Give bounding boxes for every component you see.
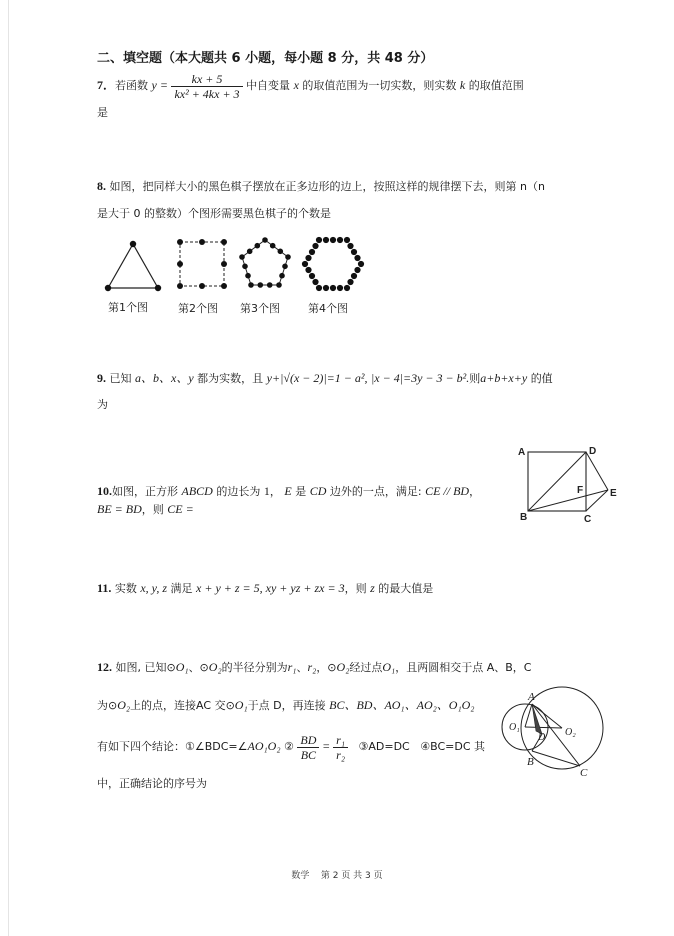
q11-text1: 实数 bbox=[114, 582, 137, 595]
q9-number: 9. bbox=[97, 371, 106, 385]
figure-3-pentagon bbox=[239, 237, 291, 288]
q9-text-c: 则 bbox=[469, 372, 481, 385]
q12-frac1 bbox=[297, 733, 319, 762]
q10-text-b: 的边长为 bbox=[216, 485, 261, 498]
q12-r2: r₂ bbox=[307, 660, 317, 674]
q9-eq2: |x − 4|=3y − 3 − b². bbox=[370, 371, 470, 385]
q8-polygon-figures bbox=[100, 232, 380, 324]
q12-sep: 、 bbox=[296, 661, 308, 674]
q12-o2-b: O₂ bbox=[336, 660, 350, 674]
question-10-line2 bbox=[97, 501, 194, 517]
question-12-line1 bbox=[97, 659, 531, 675]
q12-o2-c: O₂ bbox=[117, 698, 131, 712]
page-margin-line bbox=[8, 0, 9, 936]
q10-square-figure bbox=[510, 440, 630, 530]
label-O2: O₂ bbox=[565, 727, 576, 738]
q11-number: 11. bbox=[97, 581, 112, 595]
label-O1: O₁ bbox=[509, 722, 520, 733]
q12-line4: 中，正确结论的序号为 bbox=[97, 777, 207, 790]
q11-text2: 满足 bbox=[170, 582, 193, 595]
label-C: C bbox=[584, 514, 592, 525]
q10-abcd: ABCD bbox=[181, 484, 213, 498]
q10-e: E bbox=[284, 484, 292, 498]
label-B: B bbox=[520, 512, 528, 523]
q12-o1: O₁ bbox=[175, 660, 189, 674]
caption-figure-2: 第2个图 bbox=[178, 302, 218, 315]
q12-frac2 bbox=[333, 733, 348, 762]
caption-figure-3: 第3个图 bbox=[240, 302, 280, 315]
q7-fraction bbox=[171, 72, 242, 101]
section-title: 二、填空题（本大题共 6 小题，每小题 8 分，共 48 分） bbox=[97, 51, 434, 66]
question-8-line1 bbox=[97, 178, 545, 194]
question-10-line1 bbox=[97, 483, 480, 499]
label-E: E bbox=[610, 488, 617, 499]
q11-eq: x + y + z = 5, xy + yz + zx = 3 bbox=[196, 581, 345, 595]
q12-text-f: ，且两圆相交于点 A、B，C bbox=[395, 661, 532, 674]
q7-prefix: 若函数 bbox=[115, 79, 149, 92]
q10-cd: CD bbox=[309, 484, 327, 498]
q12-o1-b: O₁ bbox=[382, 660, 396, 674]
label-D-12: D bbox=[538, 732, 546, 743]
q8-line1: 如图，把同样大小的黑色棋子摆放在正多边形的边上，按照这样的规律摆下去，则第 n（n bbox=[109, 180, 545, 193]
q12-text-l: ③AD=DC bbox=[358, 740, 410, 753]
q7-var-k: k bbox=[459, 78, 466, 92]
figure-4-hexagon bbox=[302, 237, 364, 291]
q7-text1: 中自变量 bbox=[246, 79, 291, 92]
q10-text-f: ， bbox=[469, 485, 481, 498]
q12-frac2-num: r₁ bbox=[333, 733, 348, 748]
question-12-line3 bbox=[97, 728, 485, 765]
q7-frac-den: kx² + 4kx + 3 bbox=[174, 86, 240, 101]
label-D: D bbox=[589, 446, 597, 457]
label-F: F bbox=[577, 485, 584, 496]
q9-eq1: y+|√(x − 2)|=1 − a², bbox=[266, 371, 368, 385]
q10-text-e: 边外的一点，满足: bbox=[329, 485, 422, 498]
q12-o2: O₂ bbox=[208, 660, 222, 674]
label-B-12: B bbox=[527, 756, 534, 768]
q12-text-e: 经过点 bbox=[349, 661, 383, 674]
caption-figure-1: 第1个图 bbox=[108, 301, 148, 314]
q9-text-a: 已知 bbox=[109, 372, 132, 385]
q10-be-bd: BE = BD bbox=[97, 502, 142, 516]
question-12-line2 bbox=[97, 696, 474, 713]
q12-text-b: 、⊙ bbox=[188, 661, 209, 674]
q7-number: 7． bbox=[97, 78, 116, 92]
q12-circles-figure bbox=[498, 685, 618, 785]
q12-text-g: 为⊙ bbox=[97, 699, 118, 712]
q12-segments: BC、BD、AO₁、AO₂、O₁O₂ bbox=[329, 698, 475, 712]
label-A-12: A bbox=[528, 691, 535, 703]
q11-vars: x, y, z bbox=[140, 581, 168, 595]
q12-text-d: ，⊙ bbox=[316, 661, 337, 674]
q12-text-c: 的半径分别为 bbox=[221, 661, 288, 674]
q9-vars: a、b、x、y bbox=[135, 371, 194, 385]
q7-line2: 是 bbox=[97, 106, 108, 119]
q8-line2: 是大于 0 的整数）个图形需要黑色棋子的个数是 bbox=[97, 207, 331, 220]
q12-frac1-num: BD bbox=[297, 733, 319, 748]
q11-text3: ，则 bbox=[344, 582, 367, 595]
q12-frac1-den: BC bbox=[300, 747, 317, 762]
question-7 bbox=[97, 67, 524, 104]
q12-text-a: 如图, 已知⊙ bbox=[115, 661, 176, 674]
q12-text-h: 上的点，连接AC 交⊙ bbox=[130, 699, 235, 712]
q7-text3: 的取值范围 bbox=[468, 79, 524, 92]
q10-text-d: 是 bbox=[295, 485, 307, 498]
q10-text-a: 如图，正方形 bbox=[112, 485, 178, 498]
q9-text-b: 都为实数，且 bbox=[197, 372, 264, 385]
q7-frac-num: kx + 5 bbox=[171, 72, 242, 87]
q10-cond: CE // BD bbox=[425, 484, 470, 498]
q12-text-n: 其 bbox=[474, 740, 486, 753]
q12-frac2-den: r₂ bbox=[336, 747, 346, 762]
q11-text4: 的最大值是 bbox=[378, 582, 434, 595]
q9-expr: a+b+x+y bbox=[480, 371, 528, 385]
q10-number: 10. bbox=[97, 484, 112, 498]
question-11 bbox=[97, 580, 433, 596]
q12-eqsign: = bbox=[322, 739, 330, 753]
q9-line2: 为 bbox=[97, 398, 108, 411]
q12-text-i: 于点 D，再连接 bbox=[247, 699, 326, 712]
figure-2-square bbox=[177, 239, 227, 289]
q12-text-j: 有如下四个结论：①∠BDC=∠ bbox=[97, 740, 248, 753]
question-9-line1 bbox=[97, 369, 553, 386]
q8-number: 8. bbox=[97, 179, 106, 193]
q10-ce: CE = bbox=[167, 502, 194, 516]
q10-text-g: ，则 bbox=[141, 503, 164, 516]
q9-text-d: 的值 bbox=[530, 372, 553, 385]
q12-angle: AO₁O₂ bbox=[247, 739, 281, 753]
q10-one: 1 bbox=[263, 484, 270, 498]
label-A: A bbox=[518, 447, 526, 458]
q7-y-eq: y = bbox=[151, 78, 168, 92]
page-footer: 数学 第 2 页 共 3 页 bbox=[291, 871, 383, 881]
q12-text-k: ② bbox=[284, 740, 294, 753]
q12-number: 12. bbox=[97, 660, 112, 674]
q10-text-c: ， bbox=[269, 485, 281, 498]
q12-o1-c: O₁ bbox=[234, 698, 248, 712]
q11-z: z bbox=[370, 581, 375, 595]
q7-text2: 的取值范围为一切实数，则实数 bbox=[302, 79, 457, 92]
caption-figure-4: 第4个图 bbox=[308, 302, 348, 315]
figure-1-triangle bbox=[105, 241, 161, 291]
q7-var-x: x bbox=[293, 78, 299, 92]
q12-text-m: ④BC=DC bbox=[420, 740, 471, 753]
q12-r1: r₁ bbox=[287, 660, 297, 674]
label-C-12: C bbox=[580, 767, 588, 779]
